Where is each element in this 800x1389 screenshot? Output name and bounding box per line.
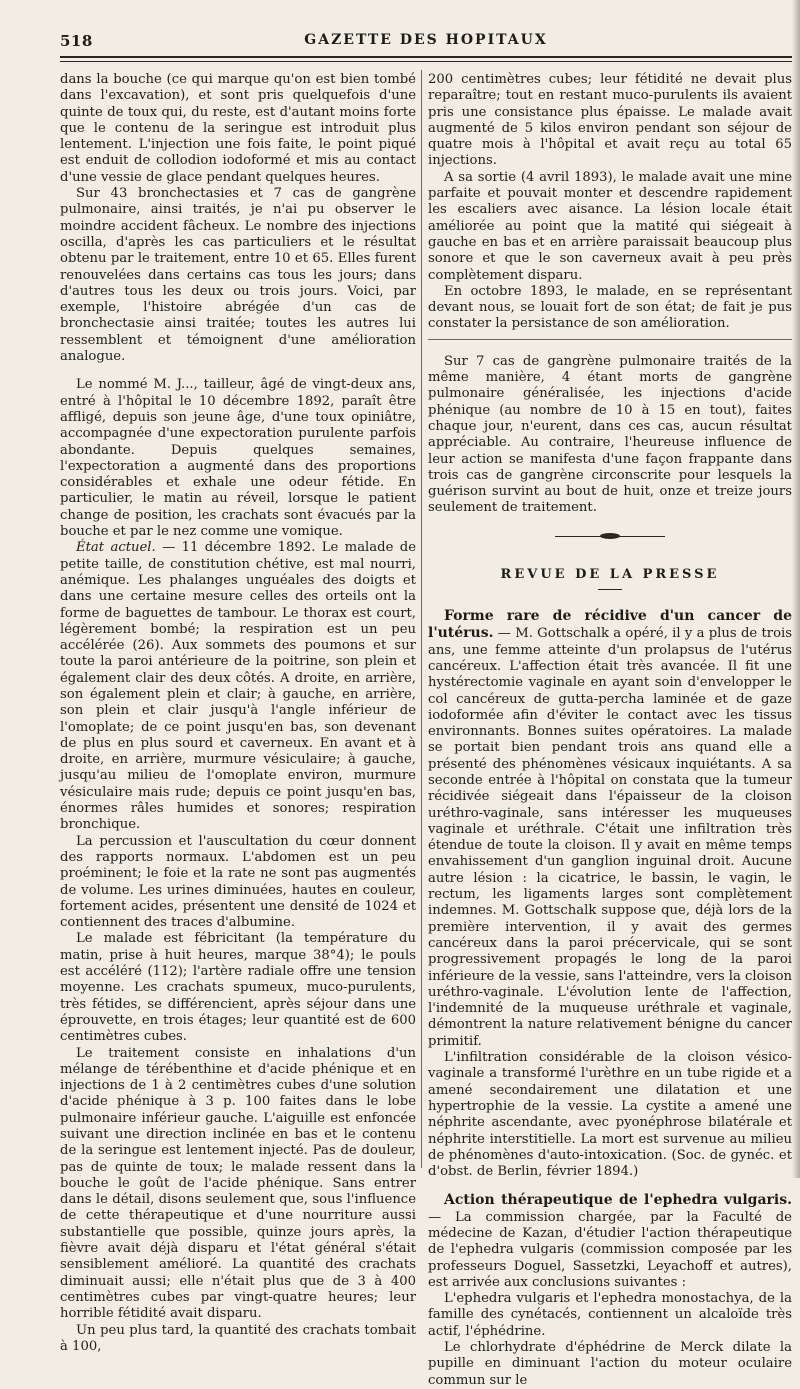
paragraph <box>60 540 416 833</box>
article-text: — M. Gottschalk a opéré, il y a plus de trois ans, une femme atteinte d'un prolapsus de l'utérus cancéreux. L'affection était très avancée. Il fit une hystérectomie vaginale en ayant soin d'envelopper le col cancéreux de gutta-percha laminée et de gaze iodoformée afin d'éviter le contact avec les tissus environnants. Bonnes suites opératoires. La malade se portait bien pendant trois ans quand elle a présenté des phénomènes vésicaux inquiétants. A sa seconde entrée à l'hôpital on constata que la tumeur récidivée siégeait dans l'épaisseur de la cloison uréthro-vaginale, sans intéresser les muqueuses vaginale et uréthrale. C'était une infiltration très étendue de toute la cloison. Il y avait en même temps envahissement d'un ganglion inguinal droit. Aucune autre lésion : la cicatrice, le bassin, le vagin, le rectum, les ligaments larges sont complètement indemnes. M. Gottschalk suppose que, déjà lors de la première intervention, il y avait des germes cancéreux dans la paroi précervicale, qui se sont progressivement propagés le long de la paroi inférieure de la vessie, sans l'atteindre, vers la cloison uréthro-vaginale. L'évolution lente de l'affection, l'indemnité de la muqueuse uréthrale et vaginale, démontrent la nature relativement bénigne du cancer primitif. <box>428 626 793 1049</box>
paragraph: Le malade est fébricitant (la température du matin, prise à huit heures, marque 38°4); le pouls est accéléré (112); l'artère radiale offre une tension moyenne. Les crachats spumeux, muco-purulents, très fétides, se différencient, après séjour dans une éprouvette, en trois étages; leur quantité est de 600 centimètres cubes. <box>60 931 416 1045</box>
paragraph-label: État actuel. <box>76 540 156 556</box>
paragraph: Le traitement consiste en inhalations d'un mélange de térébenthine et d'acide phénique et en injections de 1 à 2 centimètres cubes d'une solution d'acide phénique à 3 p. 100 faites dans le lobe pulmonaire inférieur gauche. L'aiguille est enfoncée suivant une direction inclinée en bas et le contenu de la seringue est lentement injecté. Pas de douleur, pas de quinte de toux; le malade ressent dans la bouche le goût de l'acide phénique. Sans entrer dans le détail, disons seulement que, sous l'influence de cette thérapeutique et d'une nourriture aussi substantielle que possible, quinze jours après, la fièvre avait déjà disparu et l'état général s'était sensiblement amélioré. La quantité des crachats diminuait aussi; elle n'était plus que de 3 à 400 centimètres cubes par vingt-quatre heures; leur horrible fétidité avait disparu. <box>60 1045 416 1322</box>
right-column <box>428 72 792 1389</box>
paragraph: Sur 43 bronchectasies et 7 cas de gangrène pulmonaire, ainsi traités, je n'ai pu observer le moindre accident fâcheux. Le nombre des injections oscilla, d'après les cas particuliers et le résultat obtenu par le traitement, entre 10 et 65. Elles furent renouvelées dans certains cas tous les jours; dans d'autres tous les deux ou trois jours. Voici, par exemple, l'histoire abrégée d'un cas de bronchectasie ainsi traitée; toutes les autres lui ressemblent et témoignent d'une amélioration analogue. <box>60 186 416 365</box>
article <box>428 1192 792 1291</box>
heading-underline <box>598 589 622 590</box>
section-heading: REVUE DE LA PRESSE <box>500 566 720 582</box>
section-divider <box>428 339 792 340</box>
paragraph: dans la bouche (ce qui marque qu'on est bien tombé dans l'excavation), et sont pris quelquefois d'une quinte de toux qui, du reste, est d'autant moins forte que le contenu de la seringue est introduit plus lentement. L'injection une fois faite, le point piqué est enduit de collodion iodoformé et mis au contact d'une vessie de glace pendant quelques heures. <box>60 72 416 185</box>
page-edge-shadow <box>792 0 800 1178</box>
paragraph-text: — 11 décembre 1892. Le malade de petite taille, de constitution chétive, est mal nourri, anémique. Les phalanges unguéales des doigts et dans une certaine mesure celles des orteils ont la forme de baguettes de tambour. Le thorax est court, légèrement bombé; la respiration est un peu accélérée (26). Aux sommets des poumons et sur toute la paroi antérieure de la poitrine, son plein et également clair des deux côtés. A droite, en arrière, son également plein et clair; à gauche, en arrière, son plein et clair jusqu'à l'angle inférieur de l'omoplate; de ce point jusqu'en bas, son devenant de plus en plus sourd et caverneux. En avant et à droite, en arrière, murmure vésiculaire; à gauche, jusqu'au milieu de l'omoplate environ, murmure vésiculaire mais rude; depuis ce point jusqu'en bas, énormes râles humides et sonores; respiration bronchique. <box>60 540 416 833</box>
column-separator <box>421 70 422 1168</box>
article <box>428 608 792 1050</box>
paragraph: Le nommé M. J..., tailleur, âgé de vingt-deux ans, entré à l'hôpital le 10 décembre 1892, paraît être affligé, depuis son jeune âge, d'une toux opiniâtre, accompagnée d'une expectoration purulente parfois abondante. Depuis quelques semaines, l'expectoration a augmenté dans des proportions considérables et exhale une odeur fétide. En particulier, le matin au réveil, lorsque le patient change de position, les crachats sont évacués par la bouche et par le nez comme une vomique. <box>60 377 416 540</box>
paragraph: Un peu plus tard, la quantité des crachats tombait à 100, <box>60 1322 416 1354</box>
header-rule-thick <box>60 56 792 58</box>
article-text: — La commission chargée, par la Faculté de médecine de Kazan, d'étudier l'action thérapeutique de l'ephedra vulgaris (commission composée par les professeurs Doguel, Sassetzki, Leyachoff et autres), est arrivée aux conclusions suivantes : <box>428 1209 792 1290</box>
paragraph: Le chlorhydrate d'éphédrine de Merck dilate la pupille en diminuant l'action du moteur oculaire commun sur le <box>428 1340 792 1388</box>
paragraph: A sa sortie (4 avril 1893), le malade avait une mine parfaite et pouvait monter et descendre rapidement les escaliers avec aisance. La lésion locale était améliorée au point que la matité qui siégeait à gauche en bas et en arrière paraissait beaucoup plus sonore et que le son caverneux avait à peu près complètement disparu. <box>428 169 792 283</box>
fleuron-divider <box>555 533 665 541</box>
left-column <box>60 72 416 1355</box>
page-number: 518 <box>60 32 93 50</box>
paragraph: Sur 7 cas de gangrène pulmonaire traités de la même manière, 4 étant morts de gangrène pulmonaire généralisée, les injections d'acide phénique (au nombre de 10 à 15 en tout), faites chaque jour, n'eurent, dans ces cas, aucun résultat appréciable. Au contraire, l'heureuse influence de leur action se manifesta d'une façon frappante dans trois cas de gangrène circonscrite pour lesquels la guérison survint au bout de huit, onze et treize jours seulement de traitement. <box>428 353 792 516</box>
paragraph: L'infiltration considérable de la cloison vésico-vaginale a transformé l'urèthre en un tube rigide et a amené secondairement une dilatation et une hypertrophie de la vessie. La cystite a amené une néphrite ascendante, avec pyonéphrose bilatérale et néphrite interstitielle. La mort est survenue au milieu de phénomènes d'auto-intoxication. (Soc. de gynéc. et d'obst. de Berlin, février 1894.) <box>428 1050 792 1180</box>
running-title: GAZETTE DES HOPITAUX <box>304 32 548 48</box>
paragraph: 200 centimètres cubes; leur fétidité ne devait plus reparaître; tout en restant muco-purulents ils avaient pris une consistance plus épaisse. Le malade avait augmenté de 5 kilos environ pendant son séjour de quatre mois à l'hôpital et avait reçu au total 65 injections. <box>428 72 792 169</box>
paragraph: L'ephedra vulgaris et l'ephedra monostachya, de la famille des cynétacés, contiennent un alcaloïde très actif, l'éphédrine. <box>428 1291 792 1339</box>
header-rule-thin <box>60 61 792 62</box>
article-title: Action thérapeutique de l'ephedra vulgaris. <box>444 1192 792 1209</box>
paragraph: En octobre 1893, le malade, en se représentant devant nous, se louait fort de son état; de fait je pus constater la persistance de son amélioration. <box>428 283 792 332</box>
article-title: Forme rare de récidive d'un cancer de l'utérus. <box>428 608 792 642</box>
paragraph: La percussion et l'auscultation du cœur donnent des rapports normaux. L'abdomen est un peu proéminent; le foie et la rate ne sont pas augmentés de volume. Les urines diminuées, hautes en couleur, fortement acides, présentent une densité de 1024 et contiennent des traces d'albumine. <box>60 833 416 931</box>
page-header <box>60 32 792 54</box>
